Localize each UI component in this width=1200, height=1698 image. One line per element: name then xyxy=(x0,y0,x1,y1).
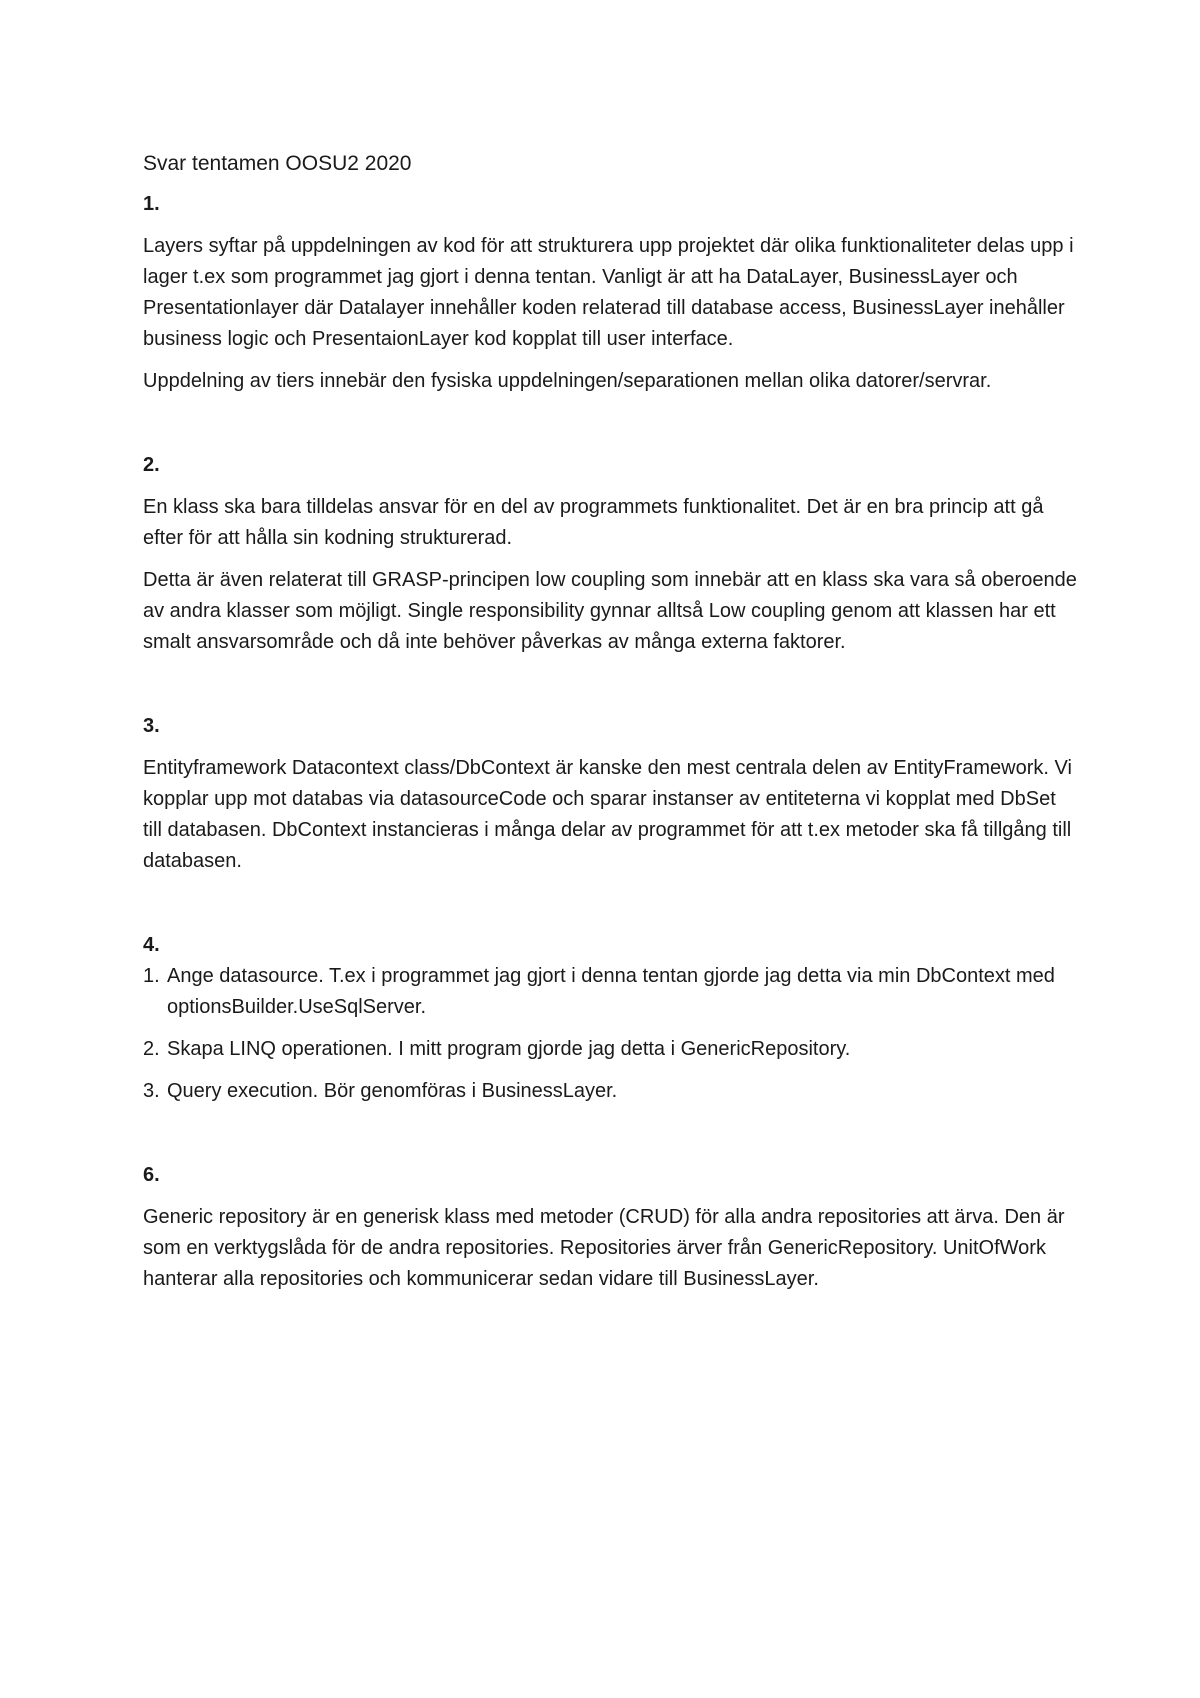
step-text: Ange datasource. T.ex i programmet jag gjort i denna tentan gjorde jag detta via min DbContext med optionsBuilder.UseSqlServer. xyxy=(167,965,1055,1018)
document-body xyxy=(143,148,1078,1295)
question-1-paragraph-2: Uppdelning av tiers innebär den fysiska uppdelningen/separationen mellan olika datorer/servrar. xyxy=(143,370,992,392)
question-4-step-2 xyxy=(143,1034,1078,1065)
step-text: Query execution. Bör genomföras i BusinessLayer. xyxy=(167,1080,618,1102)
question-1-paragraph-1: Layers syftar på uppdelningen av kod för att strukturera upp projektet där olika funktionaliteter delas upp i lager t.ex som programmet jag gjort i denna tentan. Vanligt är att ha DataLayer, BusinessLayer och Presentationlayer där Datalayer innehåller koden relaterad till database access, BusinessLayer inehåller business logic och PresentaionLayer kod kopplat till user interface. xyxy=(143,235,1074,350)
question-2-number: 2. xyxy=(143,454,160,476)
question-2-paragraph-1: En klass ska bara tilldelas ansvar för en del av programmets funktionalitet. Det är en bra princip att gå efter för att hålla sin kodning strukturerad. xyxy=(143,496,1044,549)
question-1-number: 1. xyxy=(143,193,160,215)
step-number: 2. xyxy=(143,1038,160,1060)
question-2-paragraph-2: Detta är även relaterat till GRASP-principen low coupling som innebär att en klass ska vara så oberoende av andra klasser som möjligt. Single responsibility gynnar alltså Low coupling genom att klassen har ett smalt ansvarsområde och då inte behöver påverkas av många externa faktorer. xyxy=(143,569,1077,653)
question-4-step-1 xyxy=(143,961,1078,1023)
step-number: 3. xyxy=(143,1080,160,1102)
question-3-paragraph-1: Entityframework Datacontext class/DbContext är kanske den mest centrala delen av EntityFramework. Vi kopplar upp mot databas via datasourceCode och sparar instanser av entiteterna vi kopplat med DbSet till databasen. DbContext instancieras i många delar av programmet för att t.ex metoder ska få tillgång till databasen. xyxy=(143,757,1072,872)
question-3-number: 3. xyxy=(143,715,160,737)
step-text: Skapa LINQ operationen. I mitt program gjorde jag detta i GenericRepository. xyxy=(167,1038,851,1060)
question-6-paragraph-1: Generic repository är en generisk klass med metoder (CRUD) för alla andra repositories att ärva. Den är som en verktygslåda för de andra repositories. Repositories ärver från GenericRepository. UnitOfWork hanterar alla repositories och kommunicerar sedan vidare till BusinessLayer. xyxy=(143,1206,1065,1290)
document-title: Svar tentamen OOSU2 2020 xyxy=(143,152,412,175)
question-4-step-3 xyxy=(143,1076,1078,1107)
question-4-number: 4. xyxy=(143,934,160,956)
step-number: 1. xyxy=(143,965,160,987)
question-6-number: 6. xyxy=(143,1164,160,1186)
